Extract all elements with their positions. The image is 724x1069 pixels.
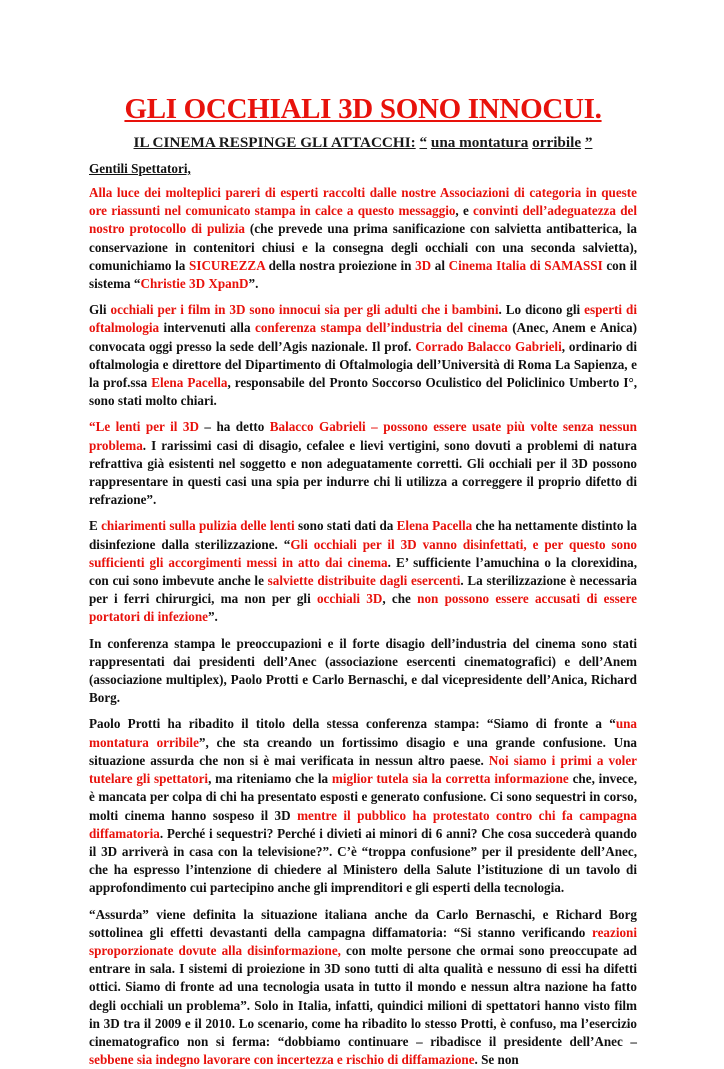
subtitle-quote-open: “ xyxy=(419,134,428,151)
body-text-run: . La sterilizzazione è necessaria per i ferri chirurgici, ma non per gli xyxy=(89,573,637,607)
body-text-run: della nostra proiezione in xyxy=(264,257,416,273)
body-text-run: ”. xyxy=(248,276,259,292)
subtitle-word1: una montatura xyxy=(430,134,529,151)
document-title: GLI OCCHIALI 3D SONO INNOCUI. xyxy=(124,93,602,125)
body-text-run: , responsabile del Pronto Soccorso Oculistico del Policlinico Umberto I°, sono stati molto chiari. xyxy=(89,375,637,409)
paragraph-6 xyxy=(89,715,637,897)
body-text-run: . I rarissimi casi di disagio, cefalee e lievi vertigini, sono dovuti a problemi di natura refrattiva già esistenti nel soggetto e non adeguatamente corretti. Gli occhiali per il 3D possono rappresentare in questi casi una spia per indurre chi li utilizza a correggere il proprio difetto di refrazione”. xyxy=(89,437,637,508)
body-text-run: Paolo Protti ha ribadito il titolo della stessa conferenza stampa: “Siamo di fronte a “ xyxy=(89,716,616,732)
subtitle-prefix: IL CINEMA RESPINGE GLI ATTACCHI: xyxy=(133,134,416,151)
highlighted-text: occhiali 3D xyxy=(316,591,383,607)
highlighted-text: conferenza stampa dell’industria del cinema xyxy=(255,320,508,336)
highlighted-text: una montatura orribile xyxy=(89,716,637,750)
subtitle-quote-close: ” xyxy=(584,134,593,151)
highlighted-text: 3D xyxy=(415,257,432,273)
body-text-run: ”, che sta creando un fortissimo disagio e una grande confusione. Una situazione assurda che non si è mai verificata in nessun altro paese. xyxy=(89,734,637,768)
body-text-run: “Assurda” viene definita la situazione italiana anche da Carlo Bernaschi, e Richard Borg sottolinea gli effetti devastanti della campagna diffamatoria: “Si stanno verificando xyxy=(89,906,637,940)
body-text-run: sono stati dati da xyxy=(294,518,397,534)
highlighted-text: occhiali per i film in 3D sono innocui sia per gli adulti che i bambini xyxy=(110,302,499,318)
paragraph-1 xyxy=(89,184,637,293)
body-text-run: . E’ sufficiente l’amuchina o la clorexidina, con cui sono imbevute anche le xyxy=(89,554,637,589)
body-text-run: intervenuti alla xyxy=(159,320,256,336)
highlighted-text: convinti dell’adeguatezza del nostro protocollo di pulizia xyxy=(89,203,637,237)
body-text-run: , e xyxy=(455,203,474,219)
body-text xyxy=(89,184,637,1069)
highlighted-text: Alla luce dei molteplici pareri di esperti raccolti dalle nostre Associazioni di categoria in queste ore riassunti nel comunicato stampa in calce a questo messaggio xyxy=(89,185,637,219)
body-text-run: , ma riteniamo che la xyxy=(208,771,332,787)
highlighted-text: SICUREZZA xyxy=(189,257,265,273)
paragraph-3 xyxy=(89,418,637,509)
subtitle-word2: orribile xyxy=(532,134,582,151)
body-text-run: , ordinario di oftalmologia e direttore del Dipartimento di Oftalmologia dell’Università di Roma La Sapienza, e la prof.ssa xyxy=(89,338,638,391)
body-text-run: che, invece, è mancata per colpa di chi ha presentato esposti e generato confusione. Ci sono sequestri in corso, molti cinema hanno sospeso il 3D xyxy=(89,771,637,823)
highlighted-text: Christie 3D XpanD xyxy=(140,276,249,292)
highlighted-text: chiarimenti sulla pulizia delle lenti xyxy=(101,518,295,534)
highlighted-text: Corrado Balacco Gabrieli xyxy=(415,338,562,354)
highlighted-text: sebbene sia indegno lavorare con incertezza e rischio di diffamazione xyxy=(89,1052,475,1068)
body-text-run: con il sistema “ xyxy=(89,257,638,292)
body-text-run: Gli xyxy=(89,302,111,318)
document-subtitle xyxy=(89,133,637,152)
body-text-run: al xyxy=(431,257,449,273)
paragraph-4 xyxy=(89,517,637,626)
greeting: Gentili Spettatori, xyxy=(89,161,191,176)
highlighted-text: Elena Pacella xyxy=(151,375,228,391)
paragraph-5 xyxy=(89,635,637,708)
body-text-run: (Anec, Anem e Anica) convocata oggi presso la sede dell’Agis nazionale. Il prof. xyxy=(89,320,637,354)
body-text-run: – ha detto xyxy=(198,419,270,435)
highlighted-text: “Le lenti per il 3D xyxy=(89,419,199,435)
highlighted-text: esperti di oftalmologia xyxy=(89,302,637,336)
document-page xyxy=(89,92,637,1069)
highlighted-text: mentre il pubblico ha protestato contro chi fa campagna diffamatoria xyxy=(89,807,637,841)
paragraph-7 xyxy=(89,906,637,1069)
body-text-run: E xyxy=(89,518,102,534)
body-text-run: con molte persone che ormai sono preoccupate ad entrare in sala. I sistemi di proiezione in 3D sono tutti di alta qualità e nessuno di essi ha difetti ottici. Siamo di fronte ad una tecnologia usata in tutto il mondo e nessun altra nazione ha fatto degli occhiali un problema”. Solo in Italia, infatti, quindici milioni di spettatori hanno visto film in 3D tra il 2009 e il 2010. Lo scenario, come ha ribadito lo stesso Protti, è confuso, ma l’esercizio cinematografico non si ferma: “dobbiamo continuare – ribadisce il presidente dell’Anec – xyxy=(89,942,637,1049)
highlighted-text: Noi siamo i primi a voler tutelare gli spettatori xyxy=(89,752,637,787)
body-text-run: , che xyxy=(382,591,418,607)
highlighted-text: Balacco Gabrieli – possono essere usate più volte senza nessun problema xyxy=(89,419,637,453)
highlighted-text: Elena Pacella xyxy=(396,518,473,534)
body-text-run: ”. xyxy=(207,609,218,625)
highlighted-text: miglior tutela sia la corretta informazione xyxy=(331,771,569,787)
highlighted-text: Cinema Italia di SAMASSI xyxy=(448,257,603,273)
paragraph-2 xyxy=(89,301,637,410)
highlighted-text: salviette distribuite dagli esercenti xyxy=(267,573,461,589)
highlighted-text: Gli occhiali per il 3D vanno disinfettati, e per questo sono sufficienti gli accorgimenti messi in atto dai cinema xyxy=(89,536,637,570)
body-text-run: . Perché i sequestri? Perché i divieti ai minori di 6 anni? Che cosa succederà quando il 3D arriverà in casa con la televisione?”. C’è “troppa confusione” per il presidente dell’Anec, che ha espresso l’intenzione di chiedere al Ministero della Salute l’istituzione di un tavolo di approfondimento cui partecipino anche gli imprenditori e gli esperti della tecnologia. xyxy=(89,825,637,896)
body-text-run: In conferenza stampa le preoccupazioni e il forte disagio dell’industria del cinema sono stati rappresentati dai presidenti dell’Anec (associazione esercenti cinematografici) e dell’Anem (associazione multiplex), Paolo Protti e Carlo Bernaschi, e dal vicepresidente dell’Anica, Richard Borg. xyxy=(89,635,637,706)
body-text-run: che ha nettamente distinto la disinfezione dalla sterilizzazione. “ xyxy=(89,518,637,552)
highlighted-text: reazioni sproporzionate dovute alla disinformazione, xyxy=(89,924,637,958)
body-text-run: . Lo dicono gli xyxy=(498,302,585,318)
body-text-run: (che prevede una prima sanificazione con salvietta antibatterica, la conservazione in contenitori chiusi e la consegna degli occhiali con una seconda salvietta), comunichiamo la xyxy=(89,221,638,273)
body-text-run: . Se non xyxy=(474,1052,519,1068)
highlighted-text: non possono essere accusati di essere portatori di infezione xyxy=(89,591,637,625)
